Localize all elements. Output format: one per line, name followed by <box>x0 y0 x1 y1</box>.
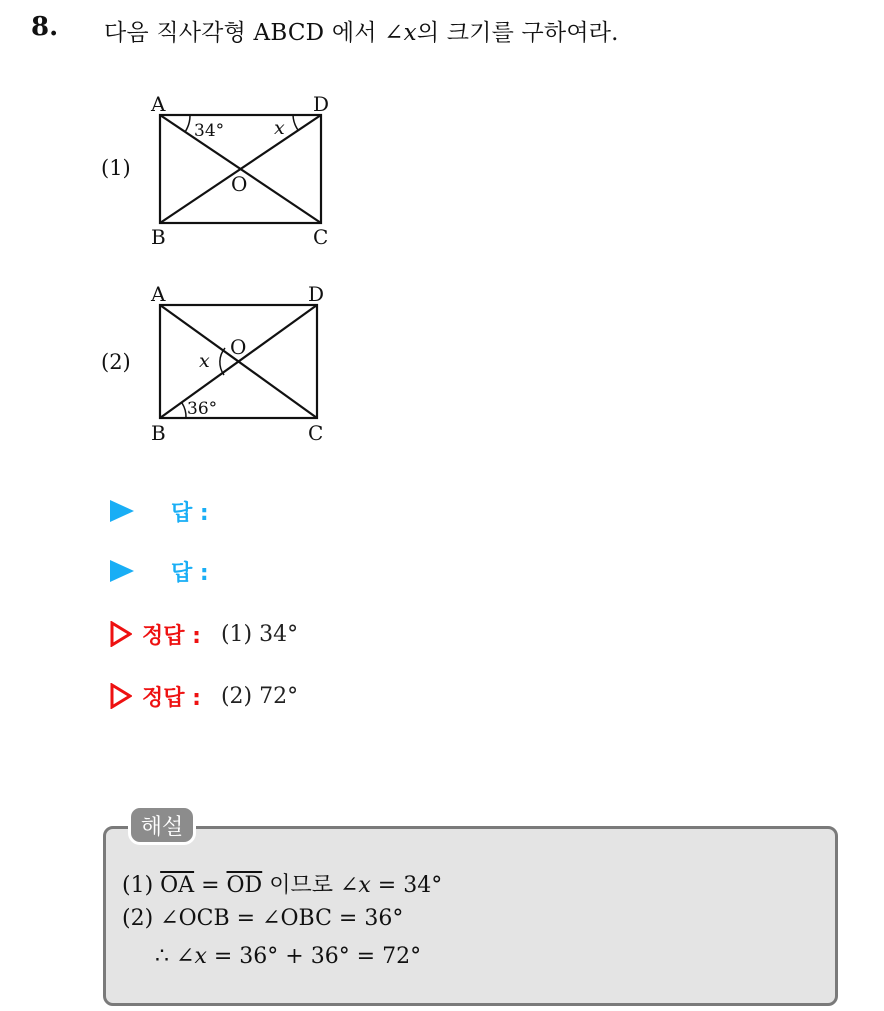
answer-row-1 <box>110 496 209 526</box>
fig2-vertex-d: D <box>308 282 325 306</box>
sol3-pre: ∴ ∠ <box>155 944 195 969</box>
solution-tag: 해설 <box>128 805 196 845</box>
fig1-center-o: O <box>231 172 248 196</box>
sol1-prefix: (1) <box>122 873 161 898</box>
fig1-angle-arc-a <box>185 115 190 132</box>
sol1-var: x <box>358 873 371 898</box>
fig2-angle-36: 36° <box>187 399 218 419</box>
correct-answer-1: (1) 34° <box>220 621 299 647</box>
fig1-vertex-c: C <box>313 225 329 249</box>
red-arrow-outline-icon <box>110 683 132 709</box>
question-number: 8. <box>31 12 59 42</box>
fig1-vertex-b: B <box>151 225 166 249</box>
segment-od: $\overline{OD}$ <box>226 873 263 898</box>
correct-label-1: 정답 : <box>142 623 201 649</box>
question-text-before: 다음 직사각형 ABCD 에서 ∠ <box>104 20 404 46</box>
sol1-rest: = 34° <box>370 873 443 898</box>
red-arrow-outline-icon <box>110 621 132 647</box>
correct-row-2 <box>110 681 298 711</box>
answer-label-1: 답 : <box>171 500 209 526</box>
blue-arrow-icon <box>110 560 134 582</box>
fig1-angle-34: 34° <box>194 121 225 141</box>
fig2-vertex-c: C <box>308 421 324 445</box>
solution-line-3 <box>155 944 421 969</box>
solution-line-1 <box>122 868 442 899</box>
fig1-vertex-d: D <box>313 92 330 116</box>
figure-2-rectangle <box>140 280 350 445</box>
fig1-angle-arc-d <box>293 115 298 130</box>
fig2-center-o: O <box>230 335 247 359</box>
figure-1-label: (1) <box>101 156 131 180</box>
segment-oa: $\overline{OA}$ <box>160 873 195 898</box>
sol3-var: x <box>194 944 207 969</box>
answer-row-2 <box>110 556 209 586</box>
question-text <box>104 14 619 47</box>
question-text-after: 의 크기를 구하여라. <box>416 20 619 46</box>
fig2-vertex-b: B <box>151 421 166 445</box>
fig2-vertex-a: A <box>151 282 166 306</box>
fig1-vertex-a: A <box>151 92 166 116</box>
sol3-rest: = 36° + 36° = 72° <box>206 944 422 969</box>
correct-label-2: 정답 : <box>142 685 201 711</box>
sol1-korean: 이므로 <box>262 873 340 898</box>
blue-arrow-icon <box>110 500 134 522</box>
figure-2-label: (2) <box>101 350 131 374</box>
sol1-eq: = <box>194 873 227 898</box>
fig2-angle-arc-b <box>182 403 186 418</box>
solution-line-2: (2) ∠OCB = ∠OBC = 36° <box>122 906 404 931</box>
fig2-angle-x: x <box>199 350 210 372</box>
figure-1-rectangle <box>140 90 350 250</box>
answer-label-2: 답 : <box>171 560 209 586</box>
correct-row-1 <box>110 619 298 649</box>
sol1-angle: ∠ <box>339 873 359 898</box>
question-var: x <box>403 20 417 46</box>
fig1-angle-x: x <box>274 117 285 139</box>
correct-answer-2: (2) 72° <box>220 683 299 709</box>
